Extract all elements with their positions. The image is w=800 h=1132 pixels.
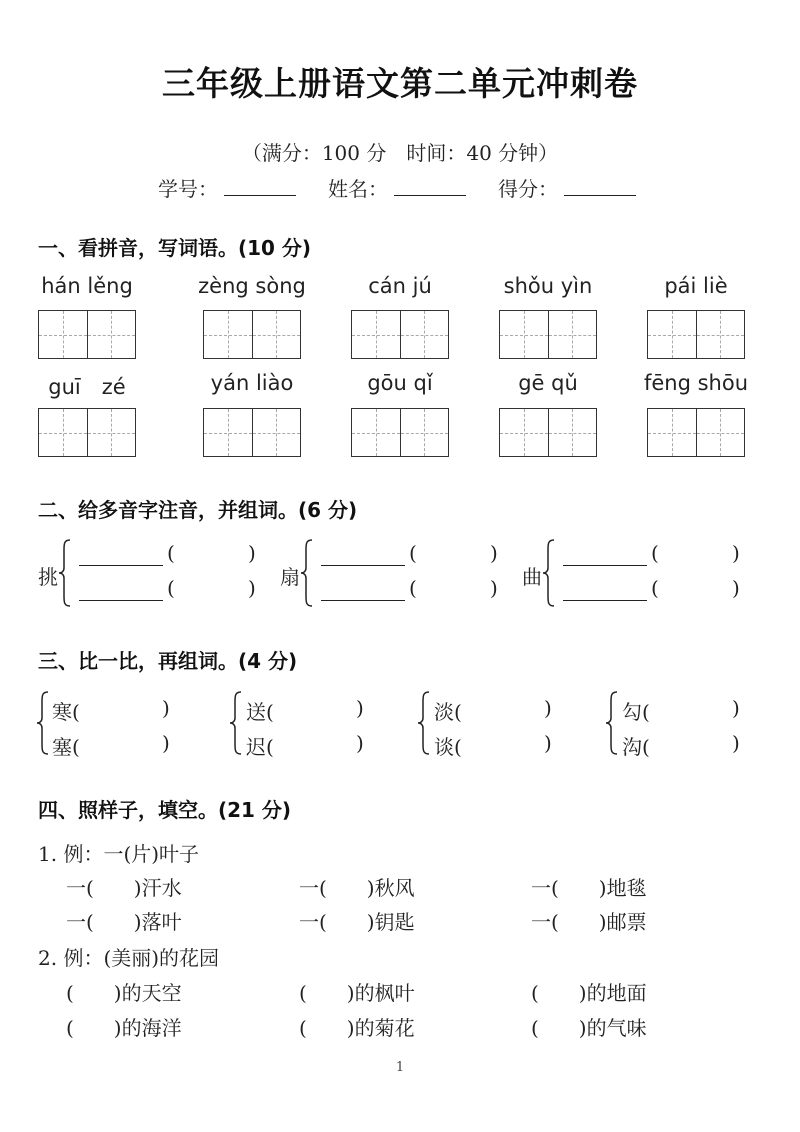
grid-cell[interactable] [352, 311, 400, 358]
open-paren: ( [167, 541, 175, 565]
pinyin-label: gē qǔ [518, 371, 578, 395]
name-label: 姓名： [328, 177, 388, 201]
close-paren: ) [732, 576, 740, 600]
fill-item[interactable]: 一( )邮票 [531, 910, 647, 934]
grid-cell[interactable] [39, 311, 87, 358]
open-paren: ( [409, 576, 417, 600]
grid-cell[interactable] [39, 409, 87, 456]
close-paren: ) [732, 541, 740, 565]
pinyin-label: yán liào [210, 371, 294, 395]
compare-char: 淡( [434, 700, 462, 724]
fill-item[interactable]: 一( )落叶 [66, 910, 182, 934]
compare-char: 谈( [434, 735, 462, 759]
close-paren: ) [356, 731, 364, 755]
polyphone-char: 挑 [38, 565, 58, 589]
pinyin-label: pái liè [664, 274, 728, 298]
compare-char: 勾( [622, 700, 650, 724]
writing-grid[interactable] [203, 408, 301, 457]
pinyin-label: guī zé [48, 375, 126, 399]
close-paren: ) [732, 696, 740, 720]
grid-cell[interactable] [648, 409, 696, 456]
open-paren: ( [651, 541, 659, 565]
writing-grid[interactable] [203, 310, 301, 359]
brace-icon [58, 538, 72, 612]
close-paren: ) [544, 731, 552, 755]
open-paren: ( [167, 576, 175, 600]
writing-grid[interactable] [351, 408, 449, 457]
polyphone-char: 扇 [280, 565, 300, 589]
close-paren: ) [162, 731, 170, 755]
compare-char: 沟( [622, 735, 650, 759]
fill-item[interactable]: 一( )地毯 [531, 876, 647, 900]
section-3-title: 三、比一比，再组词。(4 分) [38, 649, 298, 673]
score-field [498, 173, 636, 202]
close-paren: ) [248, 541, 256, 565]
grid-cell[interactable] [696, 311, 745, 358]
grid-cell[interactable] [648, 311, 696, 358]
answer-blank[interactable] [321, 549, 405, 566]
example-1: 1. 例：一(片)叶子 [38, 842, 200, 866]
brace-icon [300, 538, 314, 612]
grid-cell[interactable] [400, 409, 449, 456]
close-paren: ) [162, 696, 170, 720]
answer-blank[interactable] [563, 549, 647, 566]
brace-icon [605, 690, 619, 760]
grid-cell[interactable] [204, 409, 252, 456]
grid-cell[interactable] [548, 409, 597, 456]
answer-blank[interactable] [79, 549, 163, 566]
grid-cell[interactable] [400, 311, 449, 358]
grid-cell[interactable] [352, 409, 400, 456]
pinyin-label: cán jú [368, 274, 432, 298]
brace-icon [417, 690, 431, 760]
pinyin-label: zèng sòng [198, 274, 306, 298]
polyphone-char: 曲 [522, 565, 542, 589]
student-id-field [158, 173, 296, 202]
close-paren: ) [490, 541, 498, 565]
answer-blank[interactable] [563, 584, 647, 601]
writing-grid[interactable] [647, 310, 745, 359]
fill-item[interactable]: ( )的天空 [66, 981, 182, 1005]
writing-grid[interactable] [38, 310, 136, 359]
fill-item[interactable]: 一( )汗水 [66, 876, 182, 900]
compare-char: 寒( [52, 700, 80, 724]
close-paren: ) [248, 576, 256, 600]
section-4-title: 四、照样子，填空。(21 分) [38, 798, 292, 822]
brace-icon [229, 690, 243, 760]
pinyin-label: shǒu yìn [503, 274, 593, 298]
close-paren: ) [356, 696, 364, 720]
writing-grid[interactable] [38, 408, 136, 457]
grid-cell[interactable] [204, 311, 252, 358]
answer-blank[interactable] [79, 584, 163, 601]
grid-cell[interactable] [500, 311, 548, 358]
fill-item[interactable]: ( )的枫叶 [299, 981, 415, 1005]
fill-item[interactable]: 一( )秋风 [299, 876, 415, 900]
grid-cell[interactable] [548, 311, 597, 358]
writing-grid[interactable] [499, 310, 597, 359]
score-label: 得分： [498, 177, 558, 201]
page-number: 1 [395, 1060, 405, 1075]
example-2: 2. 例：(美丽)的花园 [38, 946, 220, 970]
grid-cell[interactable] [252, 311, 301, 358]
close-paren: ) [732, 731, 740, 755]
answer-blank[interactable] [321, 584, 405, 601]
pinyin-label: gōu qǐ [367, 371, 433, 395]
fill-item[interactable]: ( )的气味 [531, 1016, 647, 1040]
grid-cell[interactable] [500, 409, 548, 456]
student-id-blank[interactable] [224, 177, 296, 196]
section-2-title: 二、给多音字注音，并组词。(6 分) [38, 498, 358, 522]
grid-cell[interactable] [87, 311, 136, 358]
close-paren: ) [544, 696, 552, 720]
page-title: 三年级上册语文第二单元冲刺卷 [162, 64, 638, 103]
close-paren: ) [490, 576, 498, 600]
fill-item[interactable]: ( )的地面 [531, 981, 647, 1005]
fill-item[interactable]: ( )的菊花 [299, 1016, 415, 1040]
grid-cell[interactable] [252, 409, 301, 456]
writing-grid[interactable] [499, 408, 597, 457]
section-1-title: 一、看拼音，写词语。(10 分) [38, 236, 312, 260]
score-blank[interactable] [564, 177, 636, 196]
grid-cell[interactable] [87, 409, 136, 456]
fill-item[interactable]: ( )的海洋 [66, 1016, 182, 1040]
open-paren: ( [409, 541, 417, 565]
grid-cell[interactable] [696, 409, 745, 456]
student-id-label: 学号： [158, 177, 218, 201]
writing-grid[interactable] [647, 408, 745, 457]
compare-char: 塞( [52, 735, 80, 759]
compare-char: 迟( [246, 735, 274, 759]
open-paren: ( [651, 576, 659, 600]
brace-icon [36, 690, 50, 760]
exam-meta: （满分：100 分 时间：40 分钟） [241, 141, 559, 165]
name-field [328, 173, 466, 202]
writing-grid[interactable] [351, 310, 449, 359]
name-blank[interactable] [394, 177, 466, 196]
pinyin-label: hán lěng [41, 274, 133, 298]
compare-char: 送( [246, 700, 274, 724]
pinyin-label: fēng shōu [643, 371, 749, 395]
brace-icon [542, 538, 556, 612]
fill-item[interactable]: 一( )钥匙 [299, 910, 415, 934]
